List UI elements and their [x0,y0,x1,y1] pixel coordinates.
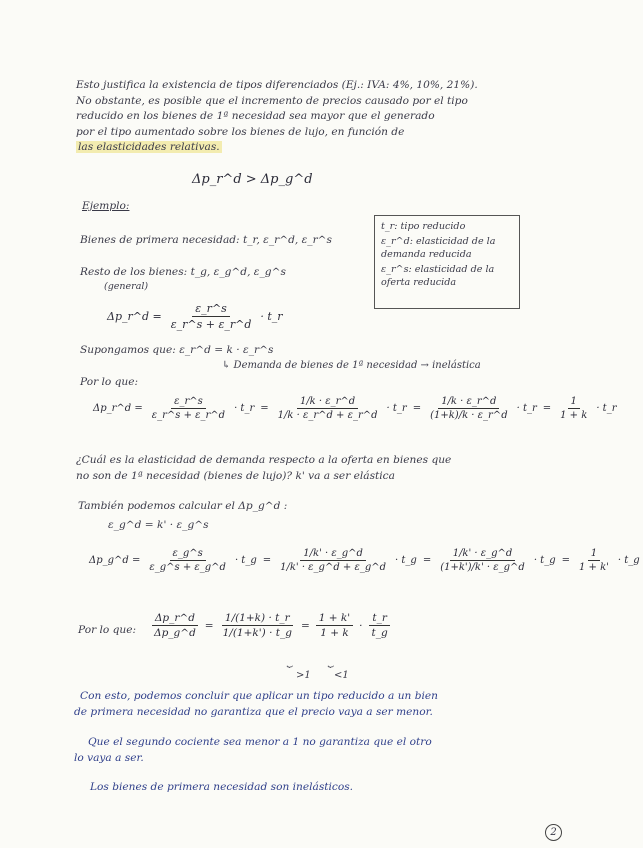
fraction: $\frac{1 + k'}{1 + k}$ [316,612,353,639]
fraction: $\frac{1/k' \cdot \varepsilon\_g\^{}d}{(1+k')/k' \cdot \varepsilon\_g\^{}d}$ [440,548,525,573]
conclusion-2-line-1: Que el segundo cociente sea menor a 1 no garantiza que el otro [88,736,432,748]
fraction: $\frac{\varepsilon\_r\^{}s}{\varepsilon\_r\^{}s + \varepsilon\_r\^{}d}$ [151,396,226,421]
formula-delta-pr: Δp_r^d = $\frac{\varepsilon\_r\^{}s}{\varepsilon\_r\^{}s + \varepsilon\_r\^{}d}$ · t_r [107,302,283,331]
fraction: $\frac{\varepsilon\_r\^{}s}{\varepsilon\_r\^{}s + \varepsilon\_r\^{}d}$ [170,302,252,331]
fraction: $\frac{\varepsilon\_g\^{}s}{\varepsilon\_g\^{}s + \varepsilon\_g\^{}d}$ [149,548,226,573]
intro-line-2: No obstante, es posible que el incremento de precios causado por el tipo [76,94,468,107]
brace-1: ⏟ [287,657,293,668]
intro-line-1: Esto justifica la existencia de tipos diferenciados (Ej.: IVA: 4%, 10%, 21%). [76,79,478,91]
main-formula: Δp_r^d > Δp_g^d [192,172,313,187]
por-lo-que-2: Por lo que: [78,624,137,636]
fraction: $\frac{1}{1 + k}$ [560,396,588,421]
intro-line-5-highlighted: las elasticidades relativas. [78,141,220,153]
intro-line-4: por el tipo aumentado sobre los bienes de lujo, en función de [76,125,405,138]
fraction: $\frac{t\_r}{t\_g}$ [369,612,391,639]
eg-relation: ε_g^d = k' · ε_g^s [108,519,209,531]
conclusion-1-line-1: Con esto, podemos concluir que aplicar un tipo reducido a un bien [80,690,439,702]
chain-2: Δp_g^d = $\frac{\varepsilon\_g\^{}s}{\varepsilon\_g\^{}s + \varepsilon\_g\^{}d}$ · t_g = $\frac{1/k' \cdot \varepsilon\_g\^{}d}{1/k' \cdot \varepsilon\_g\^{}d + \varepsilon\_g\^{}d}$ · t_g = $\frac{1/k' \cdot \varepsilon\_g\^{}d}{(1+k')/k' \cdot \varepsilon\_g\^{}d}$ · t_g = $\frac{1}{1 + k'}$ · t_g [89,548,640,573]
brace-2: ⏟ [328,657,334,668]
conclusion-2-line-2: lo vaya a ser. [74,752,144,764]
ratio-under-1: >1 [296,670,311,681]
chain-1: Δp_r^d = $\frac{\varepsilon\_r\^{}s}{\varepsilon\_r\^{}s + \varepsilon\_r\^{}d}$ · t_r = $\frac{1/k \cdot \varepsilon\_r\^{}d}{1/k \cdot \varepsilon\_r\^{}d + \varepsilon\_r\^{}d}$ · t_r = $\frac{1/k \cdot \varepsilon\_r\^{}d}{(1+k)/k \cdot \varepsilon\_r\^{}d}$ · t_r = $\frac{1}{1 + k}$ · t_r [93,396,617,421]
ratio-formula: $\frac{\Delta p\_r\^{}d}{\Delta p\_g\^{}d}$ = $\frac{1/(1+k) \cdot t\_r}{1/(1+k') \cdot t\_g}$ = $\frac{1 + k'}{1 + k}$ · $\frac{t\_r}{t\_g}$ [148,612,394,639]
fraction: $\frac{1}{1 + k'}$ [579,548,609,573]
intro-line-3: reducido en los bienes de 1ª necesidad sea mayor que el generado [76,110,435,122]
resto-bienes: Resto de los bienes: t_g, ε_g^d, ε_g^s [80,266,286,278]
example-heading: Ejemplo: [82,200,130,212]
fraction: $\frac{1/k' \cdot \varepsilon\_g\^{}d}{1/k' \cdot \varepsilon\_g\^{}d + \varepsilon\_g\^{}d}$ [280,548,387,573]
fraction: $\frac{1/(1+k) \cdot t\_r}{1/(1+k') \cdot t\_g}$ [222,612,292,639]
ratio-under-2: <1 [334,670,349,681]
legend-box [374,215,520,309]
resto-general: (general) [104,281,149,292]
legend-tr: t_r: tipo reducido [381,221,466,232]
legend-er-d: ε_r^d: elasticidad de la demanda reducida [381,236,496,260]
fraction: $\frac{1/k \cdot \varepsilon\_r\^{}d}{(1+k)/k \cdot \varepsilon\_r\^{}d}$ [430,396,508,421]
page-number: 2 [545,824,562,841]
por-lo-que-1: Por lo que: [80,376,139,388]
conclusion-1-line-2: de primera necesidad no garantiza que el precio vaya a ser menor. [74,706,433,718]
question-line-2: no son de 1ª necesidad (bienes de lujo)? k' va a ser elástica [76,470,395,482]
conclusion-3: Los bienes de primera necesidad son inelásticos. [90,781,354,793]
tambien-line: También podemos calcular el Δp_g^d : [78,500,288,512]
bienes-primera-necesidad: Bienes de primera necesidad: t_r, ε_r^d, ε_r^s [80,234,332,246]
fraction: $\frac{1/k \cdot \varepsilon\_r\^{}d}{1/k \cdot \varepsilon\_r\^{}d + \varepsilon\_r\^{}d}$ [277,396,378,421]
intro-paragraph [76,78,526,156]
suponemos-line: Supongamos que: ε_r^d = k · ε_r^s [80,344,274,356]
legend-er-s: ε_r^s: elasticidad de la oferta reducida [381,264,495,288]
fraction: $\frac{\Delta p\_r\^{}d}{\Delta p\_g\^{}d}$ [151,612,199,639]
question-line-1: ¿Cuál es la elasticidad de demanda respecto a la oferta en bienes que [76,454,452,466]
demanda-note: ↳ Demanda de bienes de 1ª necesidad → inelástica [222,360,481,371]
